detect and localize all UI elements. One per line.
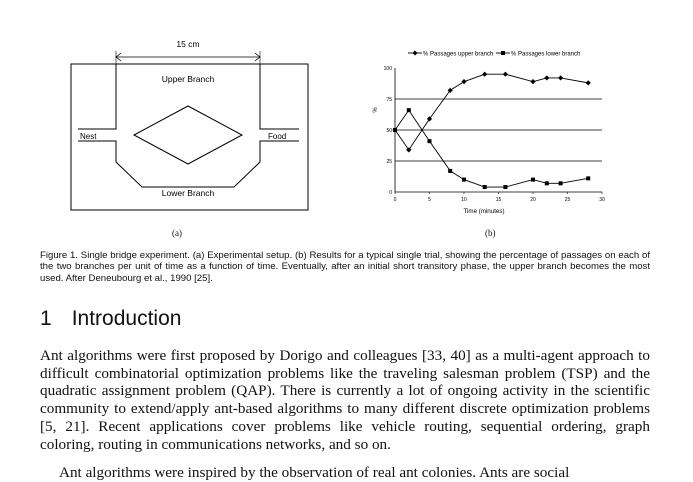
chart-legend <box>408 51 580 58</box>
data-point-lower <box>503 185 507 189</box>
legend-lower-label: % Passages lower branch <box>511 51 581 58</box>
data-point-upper <box>406 147 411 152</box>
x-tick-label: 25 <box>564 197 571 203</box>
data-point-lower <box>559 181 563 185</box>
x-tick-label: 15 <box>495 197 502 203</box>
legend-upper-marker <box>413 51 418 56</box>
section-title: Introduction <box>71 307 182 330</box>
plot-area <box>384 66 605 203</box>
y-axis-label: % <box>373 107 379 113</box>
data-point-lower <box>483 185 487 189</box>
nest-label: Nest <box>80 132 97 141</box>
data-point-lower <box>393 128 397 132</box>
data-point-upper <box>586 80 591 85</box>
legend-lower-marker <box>501 51 505 55</box>
y-tick-label: 0 <box>389 190 392 196</box>
data-point-lower <box>448 169 452 173</box>
legend-upper-label: % Passages upper branch <box>423 51 494 58</box>
food-channel-top <box>260 64 299 129</box>
data-point-lower <box>545 181 549 185</box>
data-point-upper <box>530 79 535 84</box>
dimension-label: 15 cm <box>176 39 200 49</box>
x-tick-label: 30 <box>599 197 605 203</box>
data-point-upper <box>503 72 508 77</box>
body-paragraph: Ant algorithms were first proposed by Dorigo and colleagues [33, 40] as a multi-agent approach to difficult combinatorial optimization problems like the traveling salesman problem (TSP) and the quadratic assignment problem (QAP). There is currently a lot of ongoing activity in the scientific community to extend/apply ant-based algorithms to many different discrete optimization problems [5, 21]. Recent applications cover problems like vehicle routing, sequential ordering, graph coloring, routing in communications networks, and so on. <box>40 347 650 453</box>
x-tick-label: 5 <box>428 197 431 203</box>
figure-a-setup-diagram <box>70 35 310 211</box>
x-tick-label: 20 <box>530 197 536 203</box>
x-tick-label: 0 <box>393 197 397 203</box>
data-point-lower <box>407 108 411 112</box>
x-axis-label: Time (minutes) <box>463 208 505 215</box>
lower-branch-label: Lower Branch <box>161 188 215 198</box>
figure-caption: Figure 1. Single bridge experiment. (a) Experimental setup. (b) Results for a typical single trial, showing the percentage of passages on each of the two branches per unit of time as a function of time. Eventually, after an initial short transitory phase, the upper branch becomes the most used. After Deneubourg et al., 1990 [25]. <box>40 250 650 284</box>
data-point-upper <box>461 79 466 84</box>
x-tick-label: 10 <box>461 197 467 203</box>
data-point-upper <box>558 75 563 80</box>
section-number: 1 <box>40 307 52 330</box>
food-label: Food <box>268 132 287 141</box>
nest-channel-top <box>78 64 116 129</box>
figure-b-sublabel: (b) <box>485 228 496 238</box>
data-point-upper <box>544 75 549 80</box>
inner-island <box>134 106 242 164</box>
y-tick-label: 25 <box>386 159 392 165</box>
figure-b-chart <box>370 40 610 220</box>
y-tick-label: 50 <box>386 128 392 134</box>
data-point-lower <box>462 178 466 182</box>
data-point-lower <box>428 139 432 143</box>
section-heading <box>40 307 181 331</box>
body-paragraph-next-text: Ant algorithms were inspired by the observation of real ant colonies. Ants are social <box>58 464 570 481</box>
y-tick-label: 75 <box>386 97 392 103</box>
upper-branch-label: Upper Branch <box>161 74 215 84</box>
series-line-1 <box>395 110 588 187</box>
data-point-lower <box>586 176 590 180</box>
figure-a-sublabel: (a) <box>172 228 182 238</box>
data-point-lower <box>531 178 535 182</box>
series-line-0 <box>395 74 588 150</box>
data-point-upper <box>482 72 487 77</box>
y-tick-label: 100 <box>383 66 392 72</box>
